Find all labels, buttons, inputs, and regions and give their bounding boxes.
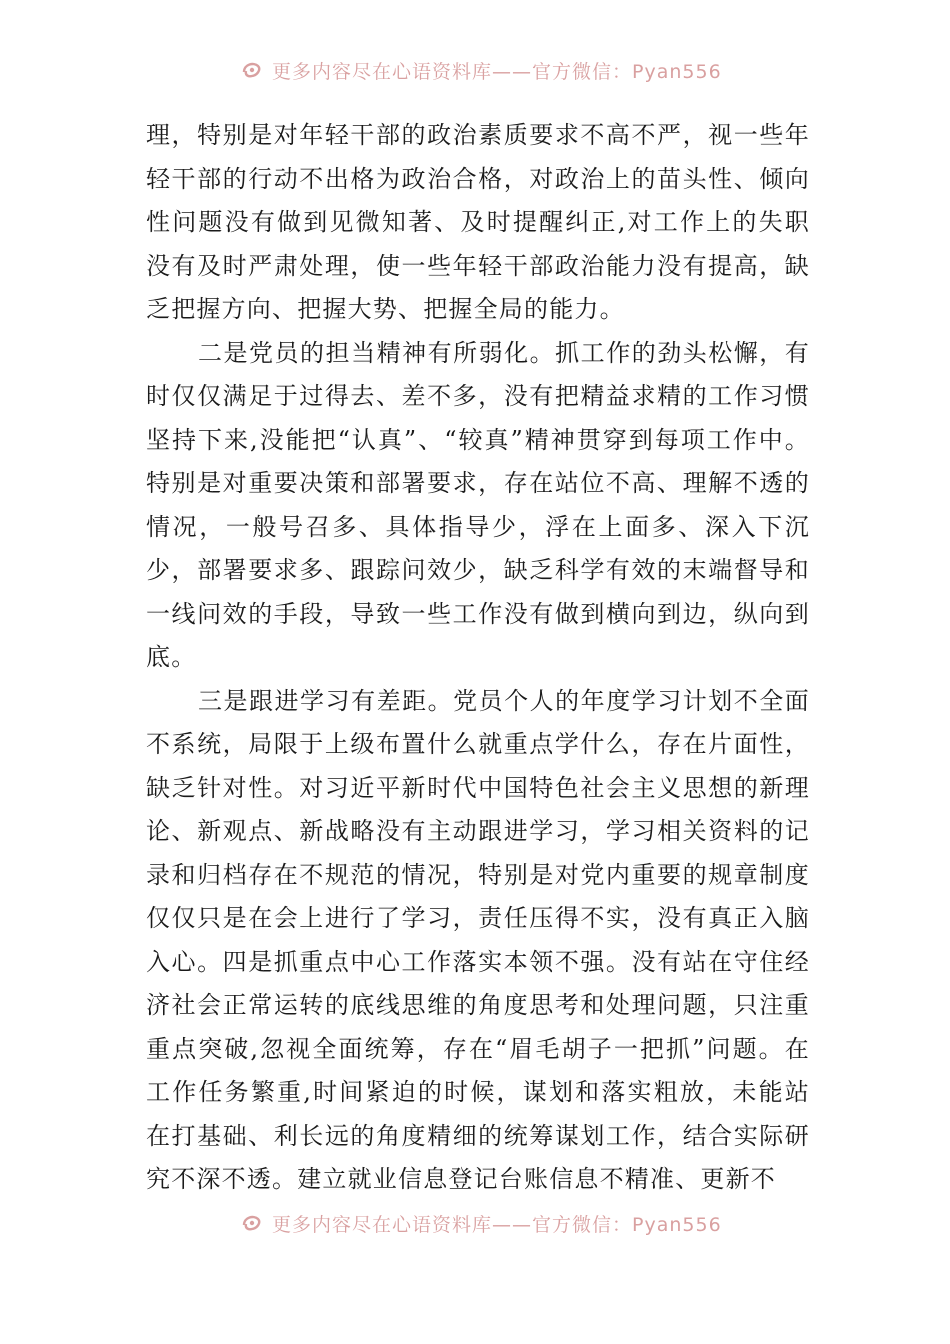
watermark-header (240, 56, 760, 84)
watermark-logo-icon (240, 1211, 264, 1235)
watermark-footer (240, 1209, 760, 1237)
watermark-text: 更多内容尽在心语资料库——官方微信：Pyan556 (272, 1213, 722, 1236)
paragraph-point-three: 三是跟进学习有差距。党员个人的年度学习计划不全面不系统，局限于上级布置什么就重点学什么，存在片面性，缺乏针对性。对习近平新时代中国特色社会主义思想的新理论、新观点、新战略没有主动跟进学习，学习相关资料的记录和归档存在不规范的情况，特别是对党内重要的规章制度仅仅只是在会上进行了学习，责任压得不实，没有真正入脑入心。四是抓重点中心工作落实本领不强。没有站在守住经济社会正常运转的底线思维的角度思考和处理问题，只注重重点突破,忽视全面统筹，存在“眉毛胡子一把抓”问题。在工作任务繁重,时间紧迫的时候，谋划和落实粗放，未能站在打基础、利长远的角度精细的统筹谋划工作，结合实际研究不深不透。建立就业信息登记台账信息不精准、更新不 (146, 686, 810, 1193)
paragraph-point-two: 二是党员的担当精神有所弱化。抓工作的劲头松懈，有时仅仅满足于过得去、差不多，没有把精益求精的工作习惯坚持下来,没能把“认真”、“较真”精神贯穿到每项工作中。特别是对重要决策和部署要求，存在站位不高、理解不透的情况，一般号召多、具体指导少，浮在上面多、深入下沉少，部署要求多、跟踪问效少，缺乏科学有效的末端督导和一线问效的手段，导致一些工作没有做到横向到边，纵向到底。 (146, 338, 810, 671)
watermark-text: 更多内容尽在心语资料库——官方微信：Pyan556 (272, 60, 722, 83)
watermark-logo-icon (240, 58, 264, 82)
paragraph-continuation: 理，特别是对年轻干部的政治素质要求不高不严，视一些年轻干部的行动不出格为政治合格，对政治上的苗头性、倾向性问题没有做到见微知著、及时提醒纠正,对工作上的失职没有及时严肃处理，使一些年轻干部政治能力没有提高，缺乏把握方向、把握大势、把握全局的能力。 (146, 121, 810, 323)
document-body (146, 114, 810, 1202)
